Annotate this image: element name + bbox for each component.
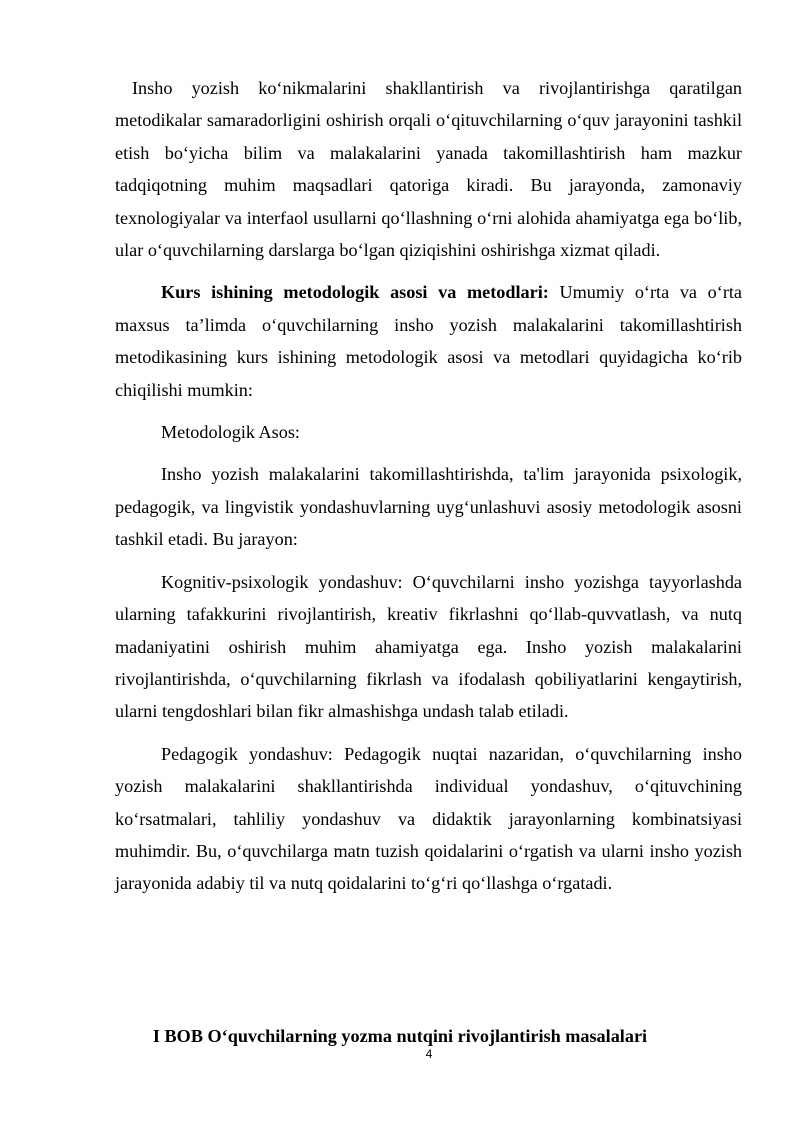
body-text — [115, 72, 742, 910]
paragraph-basis: Insho yozish malakalarini takomillashtirishda, ta'lim jarayonida psixologik, pedagogik, va lingvistik yondashuvlarning uyg‘unlashuvi asosiy metodologik asosni tashkil etadi. Bu jarayon: — [115, 464, 742, 550]
paragraph-methodology-heading: Kurs ishining metodologik asosi va metodlari: — [161, 282, 549, 303]
paragraph-cognitive: Kognitiv-psixologik yondashuv: O‘quvchilarni insho yozishga tayyorlashda ularning tafakkurini rivojlantirish, kreativ fikrlashni qo‘llab-quvvatlash, va nutq madaniyatini oshirish muhim ahamiyatga ega. Insho yozish malakalarini rivojlantirishda, o‘quvchilarning fikrlash va ifodalash qobiliyatlarini kengaytirish, ularni tengdoshlari bilan fikr almashishga undash talab etiladi. — [115, 571, 742, 722]
paragraph-basis-label: Metodologik Asos: — [161, 422, 300, 443]
paragraph-intro: Insho yozish ko‘nikmalarini shakllantirish va rivojlantirishga qaratilgan metodikalar samaradorligini oshirish orqali o‘qituvchilarning o‘quv jarayonini tashkil etish bo‘yicha bilim va malakalarini yanada takomillashtirish ham mazkur tadqiqotning muhim maqsadlari qatoriga kiradi. Bu jarayonda, zamonaviy texnologiyalar va interfaol usullarni qo‘llashning o‘rni alohida ahamiyatga ega bo‘lib, ular o‘quvchilarning darslarga bo‘lgan qiziqishini oshirishga xizmat qiladi. — [115, 78, 742, 261]
page-number: 4 — [425, 1047, 433, 1061]
chapter-title: I BOB O‘quvchilarning yozma nutqini rivojlantirish masalalari — [152, 1026, 648, 1046]
paragraph-methodology-body: Umumiy o‘rta va o‘rta maxsus ta’limda o‘quvchilarning insho yozish malakalarini takomillashtirish metodikasining kurs ishining metodologik asosi va metodlari quyidagicha ko‘rib chiqilishi mumkin: — [115, 282, 743, 400]
paragraph-pedagogical: Pedagogik yondashuv: Pedagogik nuqtai nazaridan, o‘quvchilarning insho yozish malakalarini shakllantirishda individual yondashuv, o‘qituvchining ko‘rsatmalari, tahliliy yondashuv va didaktik jarayonlarning kombinatsiyasi muhimdir. Bu, o‘quvchilarga matn tuzish qoidalarini o‘rgatish va ularni insho yozish jarayonida adabiy til va nutq qoidalarini to‘g‘ri qo‘llashga o‘rgatadi. — [115, 743, 742, 894]
paragraph-methodology — [115, 276, 742, 406]
